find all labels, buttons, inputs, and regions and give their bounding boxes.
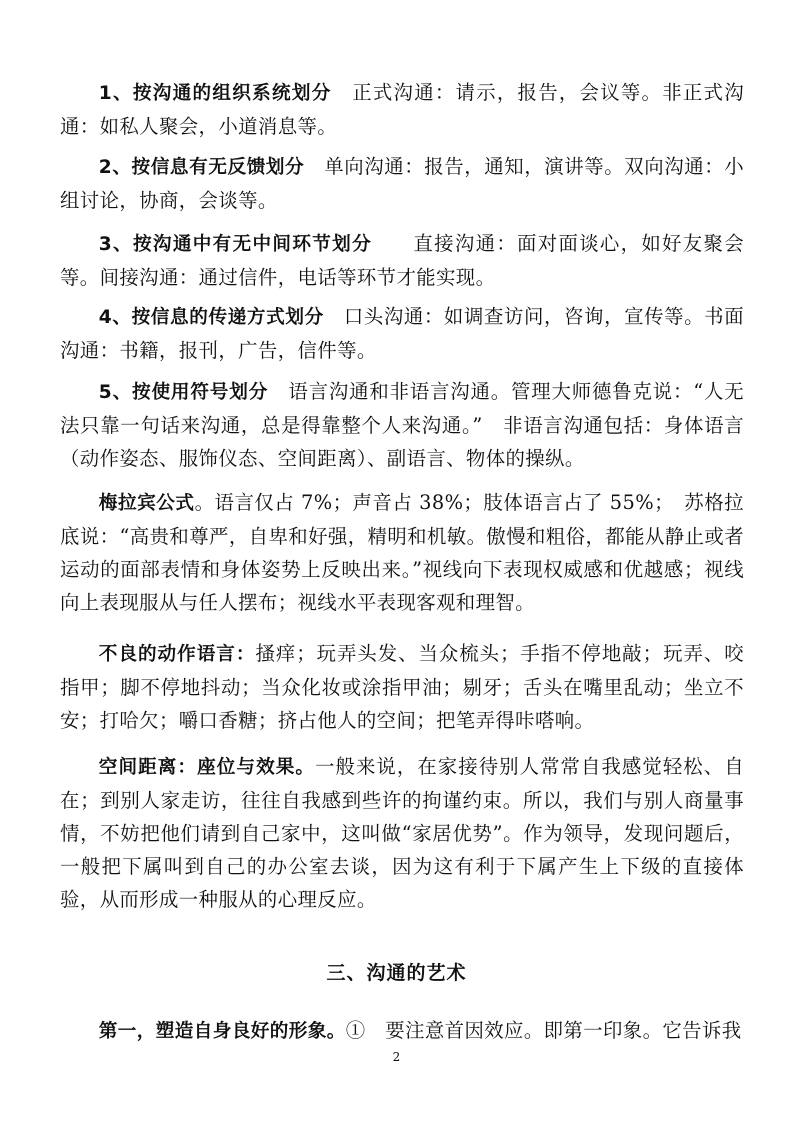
paragraph-5-heading: 5、按使用符号划分 bbox=[98, 382, 269, 403]
paragraph-4 bbox=[60, 300, 744, 367]
paragraph-2-heading: 2、按信息有无反馈划分 bbox=[98, 157, 305, 178]
paragraph-2 bbox=[60, 150, 744, 217]
paragraph-8-body: 一般来说，在家接待别人常常自我感觉轻松、自在；到别人家走访，往往自我感到些许的拘谨约束。所以，我们与别人商量事情，不妨把他们请到自己家中，这叫做“家居优势”。作为领导，发现问题后，一般把下属叫到自己的办公室去谈，因为这有利于下属产生上下级的直接体验，从而形成一种服从的心理反应。 bbox=[60, 755, 744, 911]
paragraph-7-body: 搔痒；玩弄头发、当众梳头；手指不停地敲；玩弄、咬指甲；脚不停地抖动；当众化妆或涂指甲油；剔牙；舌头在嘴里乱动；坐立不安；打哈欠；嚼口香糖；挤占他人的空间；把笔弄得咔嗒响。 bbox=[60, 642, 744, 732]
paragraph-9-heading: 第一，塑造自身良好的形象。 bbox=[98, 1021, 346, 1042]
paragraph-4-body: 口头沟通：如调查访问，咨询，宣传等。书面沟通：书籍，报刊，广告，信件等。 bbox=[60, 305, 744, 362]
paragraph-9-body: ① 要注意首因效应。即第一印象。它告诉我 bbox=[345, 1019, 742, 1042]
paragraph-6 bbox=[60, 486, 744, 619]
paragraph-3-heading: 3、按沟通中有无中间环节划分 bbox=[98, 234, 373, 255]
paragraph-1-heading: 1、按沟通的组织系统划分 bbox=[98, 83, 332, 104]
paragraph-7 bbox=[60, 637, 744, 737]
section-heading: 三、沟通的艺术 bbox=[326, 962, 467, 984]
paragraph-1-body: 正式沟通：请示，报告，会议等。非正式沟通：如私人聚会，小道消息等。 bbox=[60, 81, 744, 138]
page-number: 2 bbox=[392, 1050, 401, 1064]
paragraph-5-body: 语言沟通和非语言沟通。管理大师德鲁克说：“人无法只靠一句话来沟通，总是得靠整个人来沟通。” 非语言沟通包括：身体语言（动作姿态、服饰仪态、空间距离）、副语言、物体的操纵。 bbox=[60, 380, 744, 470]
paragraph-5 bbox=[60, 375, 744, 475]
paragraph-6-body: 。语言仅占 7%；声音占 38%；肢体语言占了 55%； 苏格拉底说：“高贵和尊严，自卑和好强，精明和机敏。傲慢和粗俗，都能从静止或者运动的面部表情和身体姿势上反映出来。”视线向下表现权威感和优越感；视线向上表现服从与任人摆布；视线水平表现客观和理智。 bbox=[60, 491, 744, 614]
paragraph-4-heading: 4、按信息的传递方式划分 bbox=[98, 307, 324, 328]
paragraph-7-heading: 不良的动作语言： bbox=[98, 644, 256, 665]
paragraph-1 bbox=[60, 76, 744, 143]
paragraph-9 bbox=[60, 1014, 744, 1048]
paragraph-3 bbox=[60, 227, 744, 294]
paragraph-8 bbox=[60, 750, 744, 916]
paragraph-8-heading: 空间距离：座位与效果。 bbox=[98, 757, 316, 778]
paragraph-2-body: 单向沟通：报告，通知，演讲等。双向沟通：小组讨论，协商，会谈等。 bbox=[60, 155, 744, 212]
paragraph-3-body: 直接沟通：面对面谈心，如好友聚会等。间接沟通：通过信件，电话等环节才能实现。 bbox=[60, 232, 745, 289]
paragraph-6-heading: 梅拉宾公式 bbox=[98, 493, 195, 514]
